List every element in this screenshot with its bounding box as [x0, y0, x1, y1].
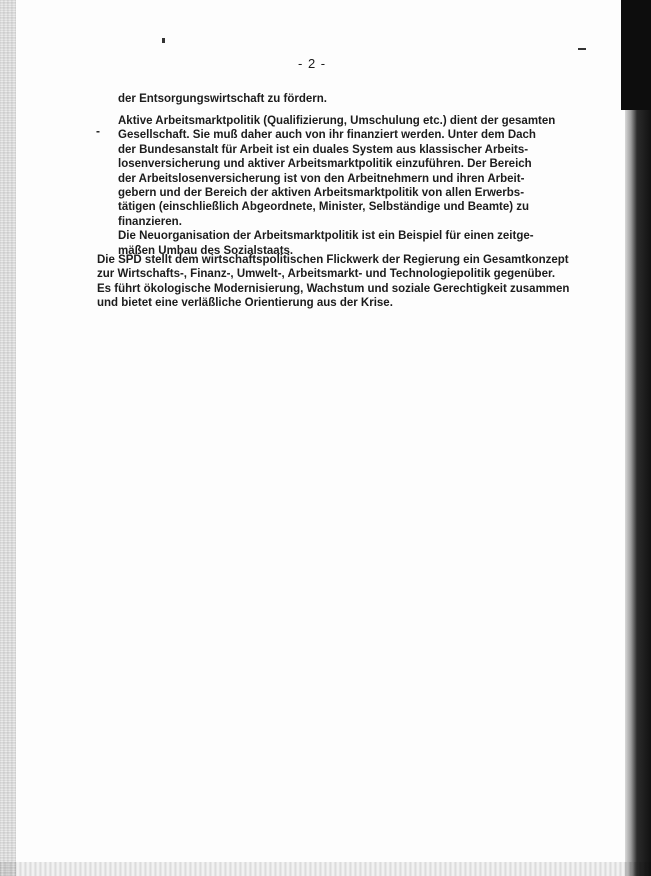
paragraph-line: der Arbeitslosenversicherung ist von den Arbeitnehmern und ihren Arbeit-	[118, 172, 525, 185]
bullet-marker: -	[96, 124, 100, 138]
paragraph-line: Es führt ökologische Modernisierung, Wachstum und soziale Gerechtigkeit zusammen	[97, 282, 570, 295]
paragraph-line: Die Neuorganisation der Arbeitsmarktpolitik ist ein Beispiel für einen zeitge-	[118, 230, 534, 243]
paragraph-line: Gesellschaft. Sie muß daher auch von ihr finanziert werden. Unter dem Dach	[118, 129, 536, 142]
scan-edge-right-top	[621, 0, 651, 110]
closing-paragraph	[97, 253, 569, 311]
paragraph-line: zur Wirtschafts-, Finanz-, Umwelt-, Arbeitsmarkt- und Technologiepolitik gegenüber.	[97, 268, 556, 281]
paragraph-line: finanzieren.	[118, 215, 182, 228]
paragraph-line: losenversicherung und aktiver Arbeitsmarktpolitik einzuführen. Der Bereich	[118, 158, 532, 171]
paragraph-line: gebern und der Bereich der aktiven Arbeitsmarktpolitik von allen Erwerbs-	[118, 187, 525, 200]
scan-speck	[162, 38, 165, 43]
paragraph-line: mäßen Umbau des Sozialstaats.	[118, 244, 294, 257]
page-number: - 2 -	[298, 56, 327, 71]
paragraph-line: und bietet eine verläßliche Orientierung aus der Krise.	[97, 297, 393, 310]
continuation-line: der Entsorgungswirtschaft zu fördern.	[118, 93, 327, 105]
paragraph-line: Die SPD stellt dem wirtschaftspolitischen Flickwerk der Regierung ein Gesamtkonzept	[97, 254, 569, 266]
scan-edge-right	[625, 0, 651, 876]
scan-edge-bottom	[0, 862, 651, 876]
paragraph-line: tätigen (einschließlich Abgeordnete, Minister, Selbständige und Beamte) zu	[118, 201, 530, 214]
scan-edge-left	[0, 0, 16, 876]
bullet-paragraph	[118, 114, 555, 258]
paragraph-line: der Bundesanstalt für Arbeit ist ein duales System aus klassischer Arbeits-	[118, 143, 529, 156]
scan-speck	[578, 48, 586, 50]
paragraph-line: Aktive Arbeitsmarktpolitik (Qualifizierung, Umschulung etc.) dient der gesamten	[118, 115, 556, 127]
